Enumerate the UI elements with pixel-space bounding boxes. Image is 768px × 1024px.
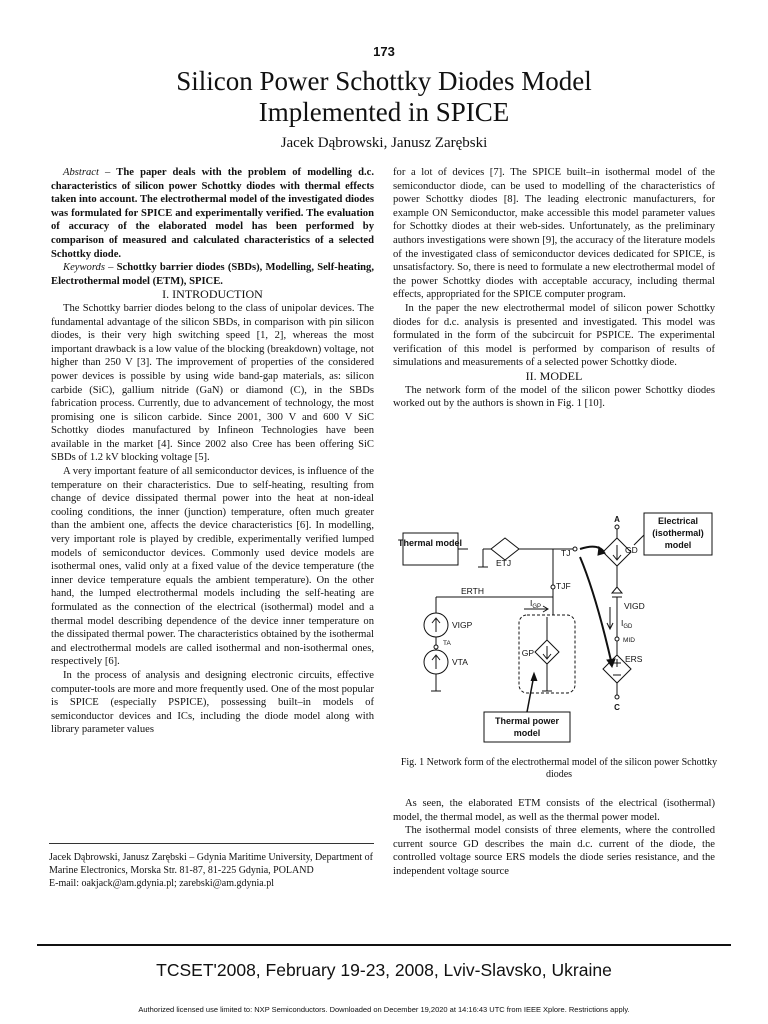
- keywords-text: Schottky barrier diodes (SBDs), Modelling, Self-heating, Electrothermal model (ETM), SPICE.: [51, 262, 374, 287]
- title-line-1: Silicon Power Schottky Diodes Model: [176, 66, 592, 96]
- fig-label-mid: MID: [623, 637, 635, 644]
- figure-1-schematic: [398, 505, 718, 750]
- fig-label-thermal-power-2: model: [513, 728, 541, 738]
- paper-title: [0, 66, 768, 128]
- fig-label-gd: GD: [625, 545, 638, 555]
- figure-1-caption: Fig. 1 Network form of the electrothermal model of the silicon power Schottky diodes: [400, 757, 718, 780]
- fig-label-igd: $I_{GD}$: [621, 618, 633, 630]
- abstract-label: Abstract –: [63, 167, 111, 178]
- footnote-email: E-mail: oakjack@am.gdynia.pl; zarebski@am.gdynia.pl: [49, 878, 275, 889]
- conference-footer: TCSET'2008, February 19-23, 2008, Lviv-Slavsko, Ukraine: [156, 960, 612, 980]
- keywords-label: Keywords –: [63, 262, 114, 274]
- intro-paragraph-1: The Schottky barrier diodes belong to the class of unipolar devices. The fundamental advantage of the silicon SBDs, in comparison with pin silicon diodes, is their very high switching speed [1, 2], whereas the most important drawback is a low value of the blocking (breakdown) voltage, not higher than 250 V [3]. The improvement of properties of the considered power devices is possible by using wide band-gap materials, as: silicon carbide (SiC), gallium nitride (GaN) or diamond (C), in the SBDs fabrication process. Currently, due to advancement of technology, the most promising one is silicon carbide. Since 2001, 300 V and 600 V SiC Schottky diodes manufactured by Infineon Technologies have been available in the market [4]. Since 2002 also Cree has been offering SiC SBDs of 1.2 kV blocking voltage [5].: [51, 302, 374, 464]
- intro-paragraph-3: In the process of analysis and designing electronic circuits, effective computer-tools are more and more frequently used. One of the most popular is SPICE (especially PSPICE), possessing built–in models of semiconductor devices and ICs, including the diode model along with library parameter values: [51, 669, 374, 736]
- fig-label-gp: GP: [521, 648, 534, 658]
- keywords: [51, 261, 374, 288]
- section-introduction-heading: I. INTRODUCTION: [162, 287, 263, 302]
- right-column: [393, 166, 715, 411]
- license-notice: Authorized licensed use limited to: NXP Semiconductors. Downloaded on December 19,2020 at 14:16:43 UTC from IEEE Xplore. Restrictions apply.: [138, 1005, 630, 1014]
- right-column-lower: [393, 797, 715, 879]
- model-paragraph-3: The isothermal model consists of three elements, where the controlled current source GD describes the main d.c. current of the diode, the controlled voltage source ERS models the diode series resistance, and the independent voltage source: [393, 825, 715, 877]
- author-footnote: [49, 843, 374, 890]
- section-model-heading: II. MODEL: [525, 368, 583, 383]
- power-coupling-arrow: [580, 557, 612, 665]
- fig-node-c: C: [614, 703, 620, 712]
- fig-label-vta: VTA: [452, 657, 468, 667]
- fig-label-vigd: VIGD: [624, 601, 645, 611]
- right-paragraph-2: In the paper the new electrothermal model of silicon power Schottky diodes for d.c. analysis is presented and investigated. This model was formulated in the form of the subcircuit for PSPICE. The experimental verification of this model is performed by comparison of results of simulations and measurements of a selected power Schottky diode.: [393, 302, 715, 369]
- fig-label-ta: TA: [443, 640, 451, 647]
- etj-source-symbol: [491, 538, 519, 560]
- fig-label-thermal-model: Thermal model: [398, 538, 463, 548]
- right-paragraph-1: for a lot of devices [7]. The SPICE built–in isothermal model of the semiconductor diode, can be used to modelling of the characteristics of power Schottky diodes [8]. The leading electronic manufacturers, for example ON Semiconductor, make accessible this model parameter values for Schottky diodes at their web-sides. Unfortunately, as the preliminary authors investigations were shown [9], the accuracy of the literature models of the investigated class of semiconductor devices dedicated for SPICE, is unsatisfactory. So, there is need to formulate a new electrothermal model of the power Schottky diodes with acceptable accuracy, including thermal effects, appropriated for the SPICE computer program.: [393, 167, 715, 301]
- title-line-2: Implemented in SPICE: [258, 97, 510, 127]
- left-column: [51, 166, 374, 737]
- model-paragraph-1: The network form of the model of the silicon power Schottky diodes worked out by the authors is shown in Fig. 1 [10].: [393, 384, 715, 410]
- fig-label-electrical-3: model: [664, 540, 692, 550]
- fig-label-vigp: VIGP: [452, 620, 473, 630]
- fig-node-a: A: [614, 515, 620, 524]
- fig-label-electrical-1: Electrical: [657, 516, 699, 526]
- fig-label-electrical-2: (isothermal): [652, 528, 704, 538]
- intro-paragraph-2: A very important feature of all semiconductor devices, is influence of the temperature on their characteristics. Due to self-heating, resulting from change of device dissipated thermal power into the heat at non-ideal cooling conditions, the inner (junction) temperature, often much greater than the ambient one, affects the device characteristics [6]. In modelling, very important role is played by credible, experimentally verified lumped models of semiconductor devices. Commonly used device models are isothermal ones, valid only at a fixed value of the device temperature (the inner device temperature equals the ambient temperature). On the other hand, the lumped electrothermal models including the self-heating are formulated as the connection of the electrical (isothermal) model and a thermal model describing dependence of the device inner temperature on the dissipated thermal power. The characteristics obtained by the isothermal and electrothermal models are called isothermal and non-isothermal ones, respectively [6].: [51, 466, 374, 668]
- fig-label-tj: TJ: [561, 548, 571, 558]
- footnote-affiliation: Jacek Dąbrowski, Janusz Zarębski – Gdynia Maritime University, Department of Marine Electronics, Morska Str. 81-87, 81-225 Gdynia, POLAND: [49, 852, 373, 876]
- fig-label-etj: ETJ: [496, 558, 512, 568]
- fig-label-erth: ERTH: [461, 586, 484, 596]
- abstract-text: The paper deals with the problem of modelling d.c. characteristics of silicon power Schottky diodes with thermal effects taken into account. The electrothermal model of the investigated diodes was formulated for SPICE and experimentally verified. The evaluation of accuracy of the elaborated model has been performed by comparison of measured and calculated characteristics of a selected Schottky diode.: [51, 167, 374, 260]
- fig-label-thermal-power-1: Thermal power: [494, 716, 560, 726]
- fig-label-ers: ERS: [625, 654, 643, 664]
- fig-label-igp: $I_{GP}$: [530, 598, 542, 610]
- page-number: 173: [373, 44, 395, 59]
- model-paragraph-2: As seen, the elaborated ETM consists of the electrical (isothermal) model, the thermal model, as well as the thermal power model.: [393, 798, 715, 823]
- footer-rule: [37, 944, 731, 946]
- authors: Jacek Dąbrowski, Janusz Zarębski: [280, 135, 488, 151]
- fig-label-tjf: TJF: [556, 581, 571, 591]
- abstract: [51, 166, 374, 261]
